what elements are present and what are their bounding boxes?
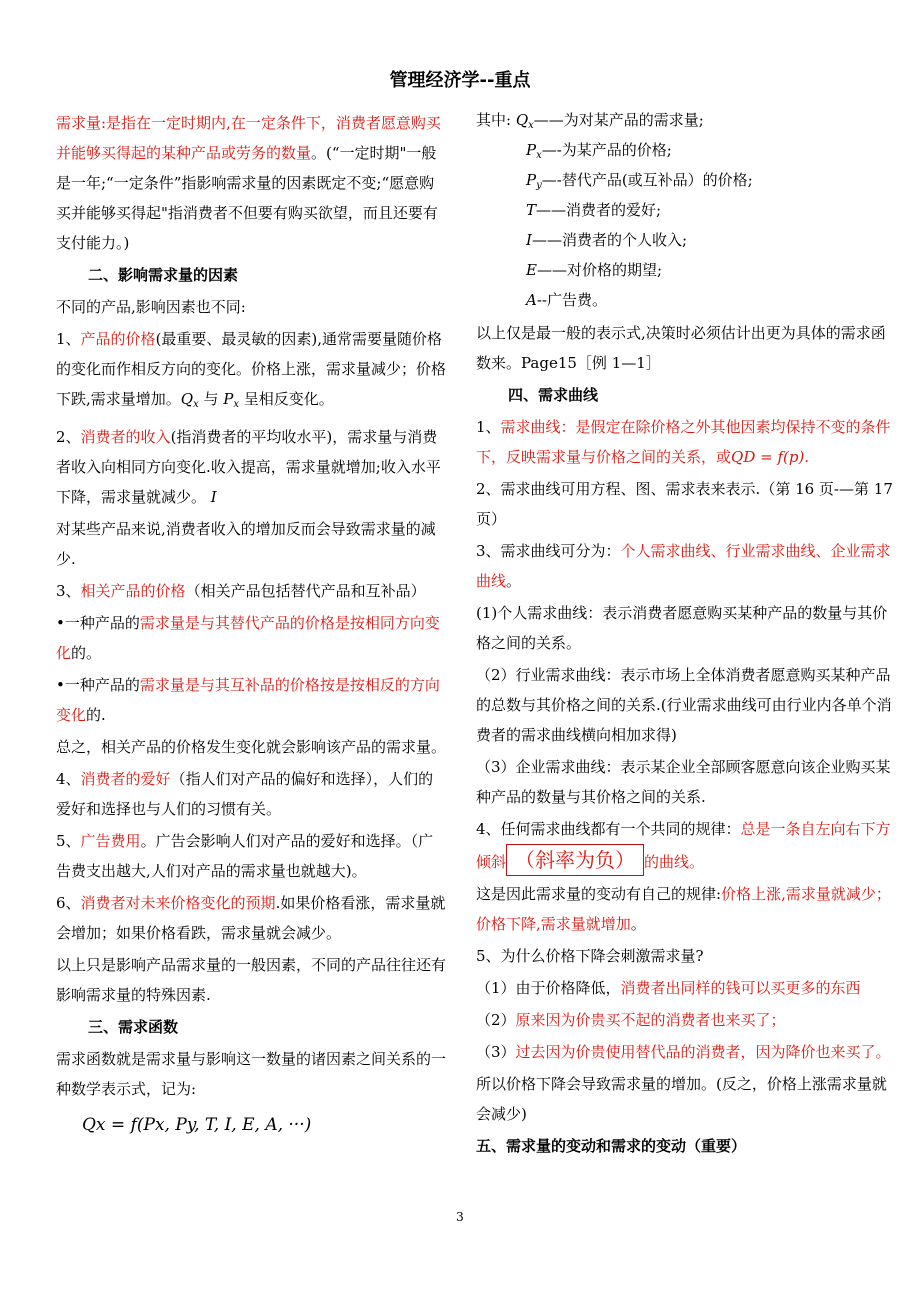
curve-point-4: 4、任何需求曲线都有一个共同的规律：总是一条自左向右下方倾斜 （斜率为负） 的曲线。 xyxy=(476,814,894,877)
variable-item: A--广告费。 xyxy=(526,291,607,309)
page-number: 3 xyxy=(456,1210,464,1224)
industry-curve: （2）行业需求曲线：表示市场上全体消费者愿意购买某种产品的总数与其价格之间的关系.(行业需求曲线可由行业内各单个消费者的需求曲线横向相加求得) xyxy=(476,666,892,744)
curve-point-2: 2、需求曲线可用方程、图、需求表来表示.（第 16 页-—第 17 页） xyxy=(476,480,893,528)
function-note: 以上仅是最一般的表示式,决策时必须估计出更为具体的需求函数来。Page15［例 1—1］ xyxy=(476,324,886,372)
demand-function-formula: Qx = f(Px, Py, T, I, E, A, ···) xyxy=(82,1115,312,1135)
function-definition: 需求函数就是需求量与影响这一数量的诸因素之间关系的一种数学表示式，记为: xyxy=(56,1050,447,1098)
factor-3: 3、相关产品的价格（相关产品包括替代产品和互补品） xyxy=(56,582,426,600)
curve-point-1: 1、需求曲线：是假定在除价格之外其他因素均保持不变的条件下，反映需求量与价格之间的关系，或QD = f(p). xyxy=(476,418,891,466)
variable-item: $P_y—-$替代产品(或互补品）的价格; xyxy=(526,171,753,191)
factor-1: 1、产品的价格(最重要、最灵敏的因素),通常需要量随价格的变化而作相反方向的变化。价格上涨，需求量减少；价格下跌,需求量增加。$Q_x$ 与 $P_x$ 呈相反变化。 xyxy=(56,330,447,410)
factor-2: 2、消费者的收入(指消费者的平均收水平)，需求量与消费者收入向相同方向变化.收入提高，需求量就增加;收入水平下降，需求量就减少。 I xyxy=(56,428,441,506)
variable-item: T——消费者的爱好; xyxy=(526,201,662,219)
factor-5: 5、广告费用。广告会影响人们对产品的爱好和选择。（广告费支出越大,人们对产品的需求量也就越大)。 xyxy=(56,832,434,880)
page-title: 管理经济学--重点 xyxy=(389,70,531,91)
related-summary: 总之，相关产品的价格发生变化就会影响该产品的需求量。 xyxy=(56,738,447,756)
variable-list xyxy=(476,108,894,318)
demand-definition: 需求量:是指在一定时期内,在一定条件下，消费者愿意购买并能够买得起的某种产品或劳务的数量。(“一定时期"一般是一年;“一定条件”指影响需求量的因素既定不变;“愿意购买并能够买得起"指消费者不但要有购买欲望，而且还要有支付能力。) xyxy=(56,114,441,252)
negative-slope-box: （斜率为负） xyxy=(506,844,644,876)
section-heading-changes: 五、需求量的变动和需求的变动（重要） xyxy=(476,1137,747,1155)
variable-item: I——消费者的个人收入; xyxy=(526,231,687,249)
demand-law: 这是因此需求量的变动有自己的规律:价格上涨,需求量就减少；价格下降,需求量就增加。 xyxy=(476,885,891,933)
factors-closing: 以上只是影响产品需求量的一般因素，不同的产品往往还有影响需求量的特殊因素. xyxy=(56,956,447,1004)
curve-point-5: 5、为什么价格下降会刺激需求量? xyxy=(476,947,704,965)
reason-2: （2）原来因为价贵买不起的消费者也来买了； xyxy=(476,1011,786,1029)
factor-4: 4、消费者的爱好（指人们对产品的偏好和选择），人们的爱好和选择也与人们的习惯有关。 xyxy=(56,770,434,818)
variable-item: $P_x—-$为某产品的价格; xyxy=(526,141,672,161)
section-heading-curve: 四、需求曲线 xyxy=(508,386,599,404)
substitute-bullet: •一种产品的需求量是与其替代产品的价格是按相同方向变化的。 xyxy=(56,614,440,662)
right-column xyxy=(476,108,894,1163)
reason-3: （3）过去因为价贵使用替代品的消费者，因为降价也来买了。 xyxy=(476,1043,891,1061)
left-column xyxy=(56,108,446,1142)
conclusion: 所以价格下降会导致需求量的增加。(反之，价格上涨需求量就会减少) xyxy=(476,1075,887,1123)
complement-bullet: •一种产品的需求量是与其互补品的价格按是按相反的方向变化的. xyxy=(56,676,440,724)
variable-item: E——对价格的期望; xyxy=(526,261,663,279)
curve-point-3: 3、需求曲线可分为：个人需求曲线、行业需求曲线、企业需求曲线。 xyxy=(476,542,891,590)
individual-curve: (1)个人需求曲线：表示消费者愿意购买某种产品的数量与其价格之间的关系。 xyxy=(476,604,888,652)
section-heading-function: 三、需求函数 xyxy=(88,1018,179,1036)
firm-curve: （3）企业需求曲线：表示某企业全部顾客愿意向该企业购买某种产品的数量与其价格之间的关系. xyxy=(476,758,891,806)
factor-6: 6、消费者对未来价格变化的预期.如果价格看涨，需求量就会增加；如果价格看跌，需求量就会减少。 xyxy=(56,894,446,942)
variable-item: 其中: $Q_x——$为对某产品的需求量; xyxy=(476,111,704,131)
factor-2-note: 对某些产品来说,消费者收入的增加反而会导致需求量的减少. xyxy=(56,520,436,568)
reason-1: （1）由于价格降低，消费者出同样的钱可以买更多的东西 xyxy=(476,979,861,997)
section-heading-factors: 二、影响需求量的因素 xyxy=(88,266,239,284)
factors-intro: 不同的产品,影响因素也不同: xyxy=(56,298,246,316)
